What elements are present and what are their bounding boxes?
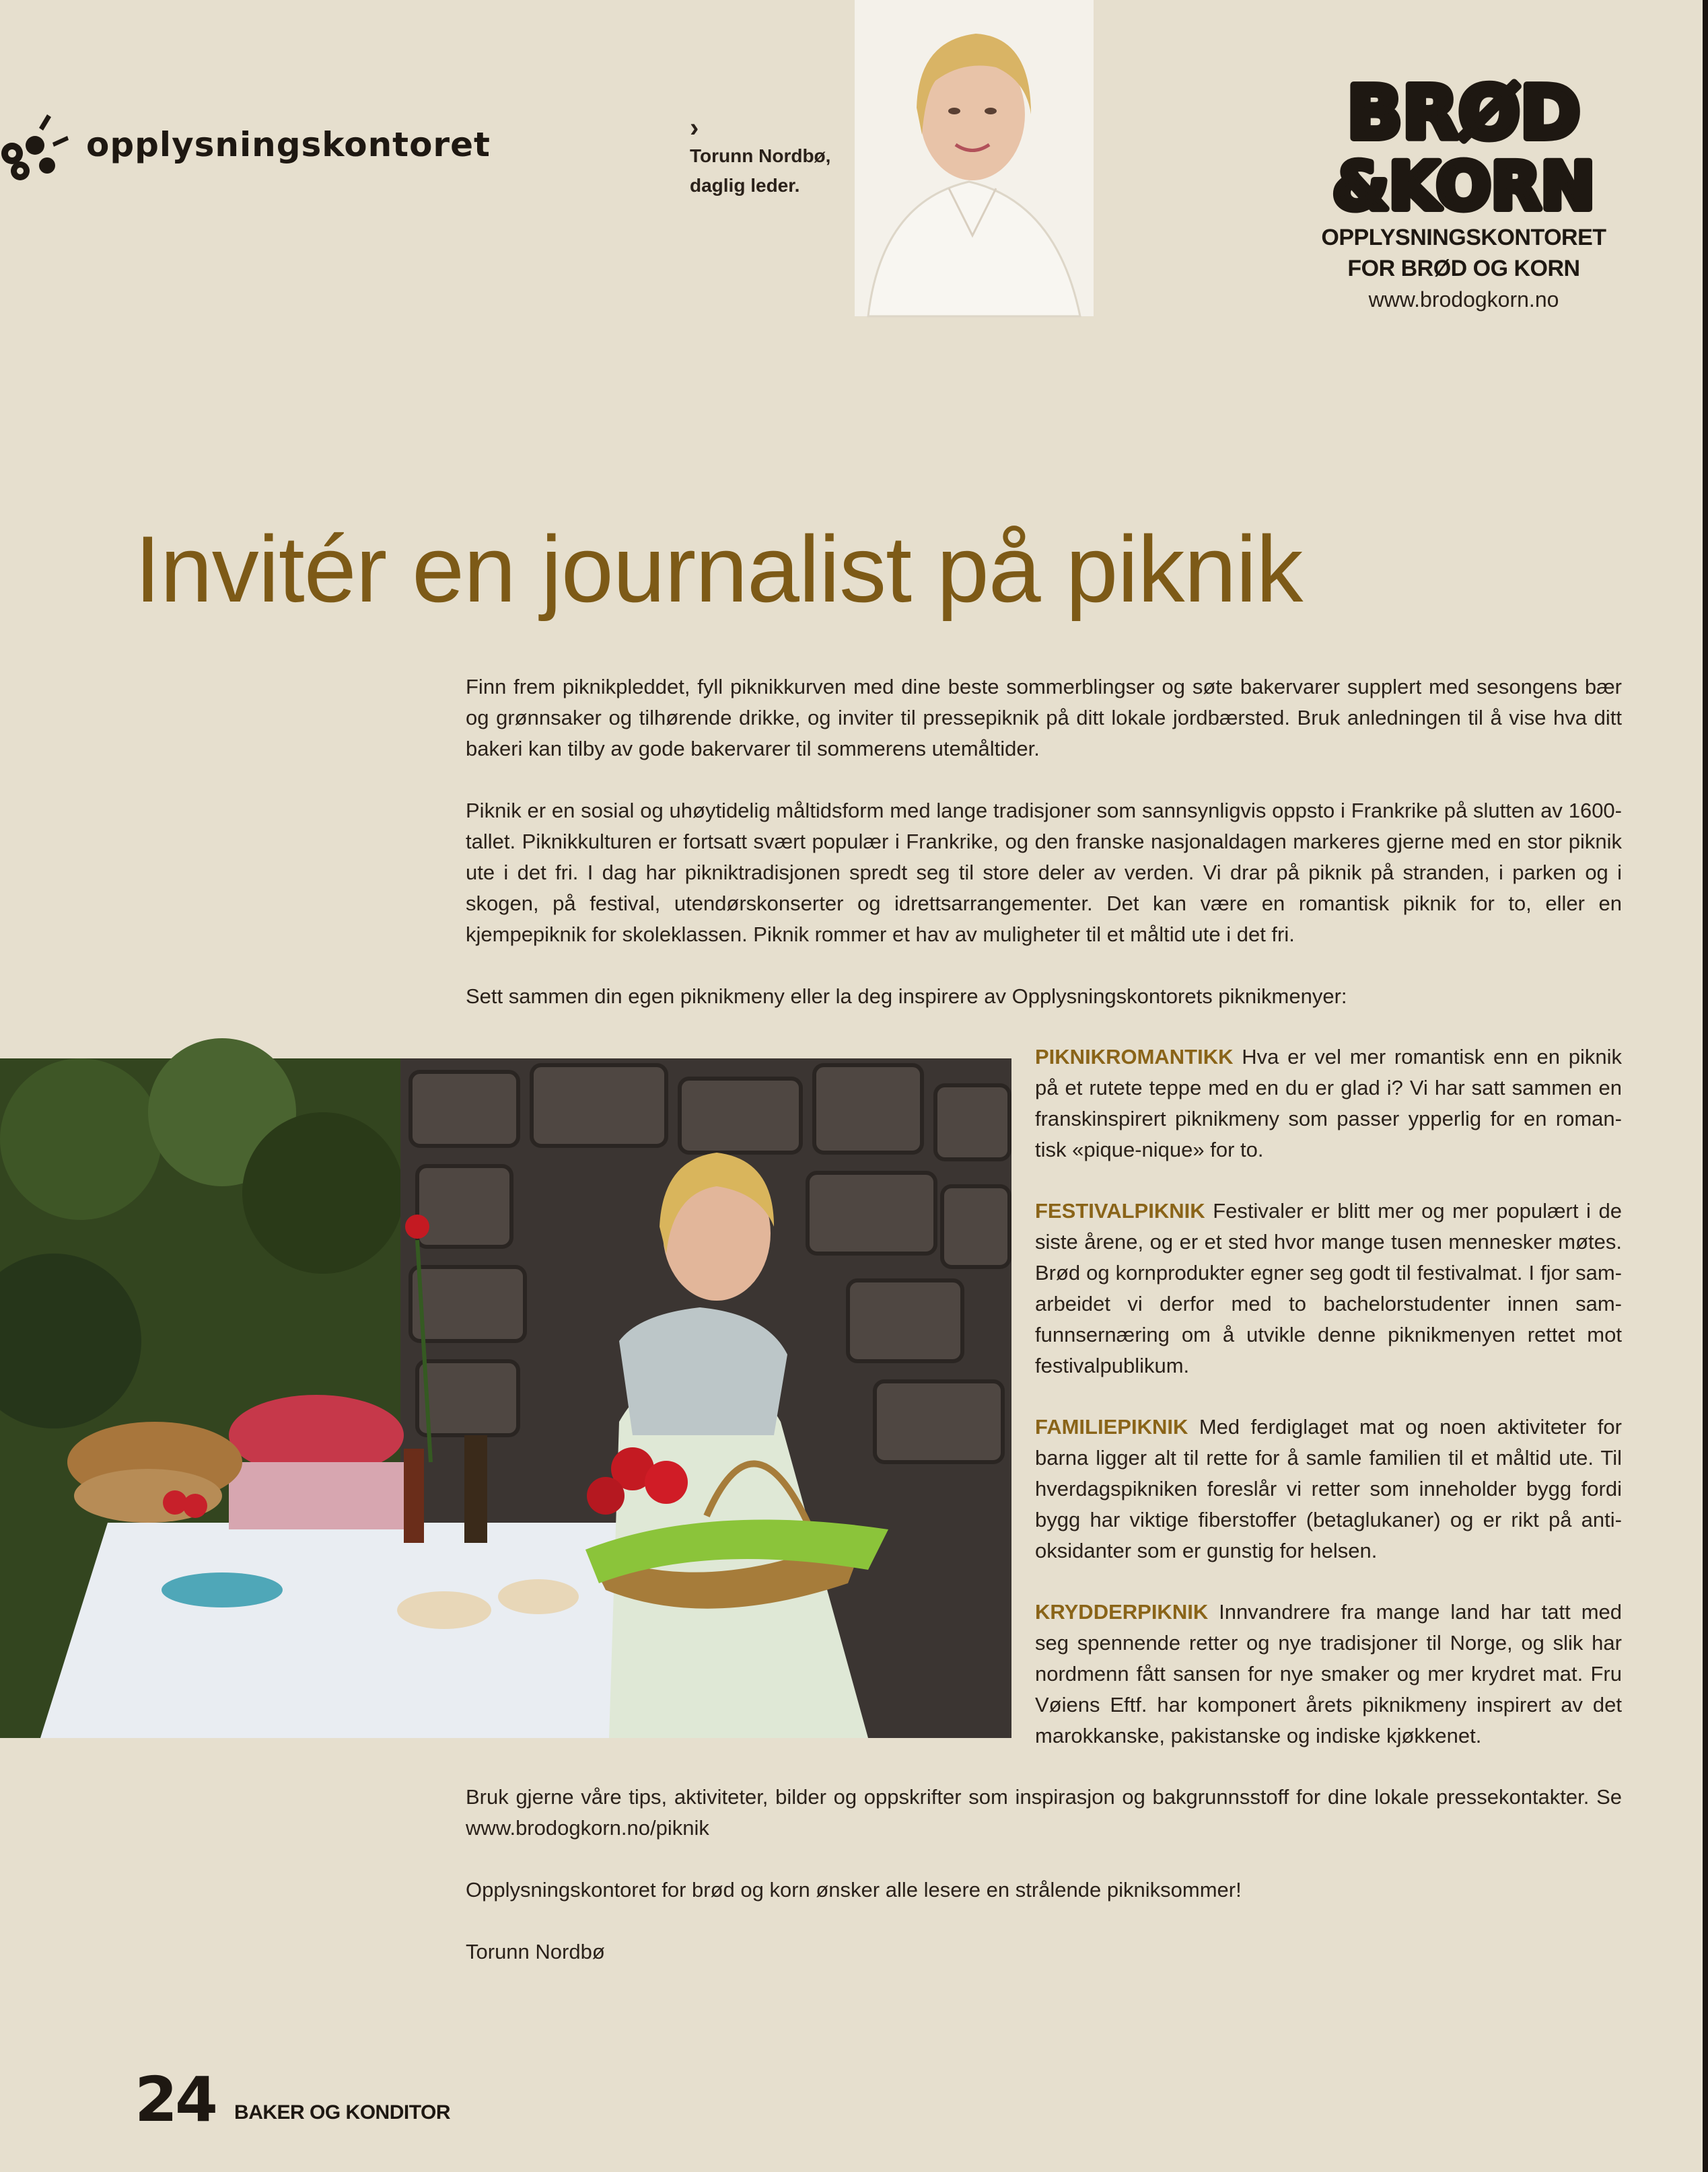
brand-line-2: &KORN bbox=[1332, 149, 1595, 224]
left-logo-text: opplysningskontoret bbox=[86, 125, 491, 164]
menu-title: KRYDDERPIKNIK bbox=[1035, 1600, 1209, 1624]
brod-og-korn-logo bbox=[1319, 71, 1608, 315]
portrait-photo bbox=[855, 0, 1094, 316]
caption-role: daglig leder. bbox=[690, 175, 800, 196]
page-title: Invitér en journalist på piknik bbox=[135, 516, 1303, 622]
menu-title: FAMILIEPIKNIK bbox=[1035, 1415, 1188, 1439]
intro-paragraph: Finn frem piknikpleddet, fyll piknikkurven med dine beste sommerblingser og søte bakervarer supplert med sesongens bær og grønnsaker og tilhørende drikke, og inviter til pressepiknik på ditt lokale jordbærsted. Bruk anledningen til å vise hva ditt bakeri kan tilby av gode bakervarer til sommerens utemåltider. bbox=[466, 675, 1622, 760]
signature: Torunn Nordbø bbox=[466, 1940, 605, 1963]
menu-title: FESTIVALPIKNIK bbox=[1035, 1199, 1205, 1223]
caption-name: Torunn Nordbø, bbox=[690, 145, 831, 166]
portrait-caption bbox=[690, 114, 830, 201]
page-footer bbox=[135, 2064, 450, 2136]
page-number: 24 bbox=[135, 2064, 216, 2136]
menu-festivalpiknik bbox=[1035, 1196, 1622, 1381]
menu-text: Innvandrere fra mange land har tatt med seg spennende retter og nye tradisjoner til Norge, og slik har nordmenn fått sansen for nye smaker og mer krydret mat. Fru Vøiens Eftf. har komponert årets piknikmeny inspirert av det marokkanske, pakistanske og indiske kjøkkenet. bbox=[1035, 1600, 1622, 1747]
wheat-logo-icon bbox=[0, 101, 74, 188]
menu-piknikromantikk bbox=[1035, 1042, 1622, 1165]
brand-url: www.brodogkorn.no bbox=[1368, 287, 1559, 312]
brand-org-line1: OPPLYSNINGSKONTORET bbox=[1321, 225, 1606, 250]
menu-familiepiknik bbox=[1035, 1412, 1622, 1566]
menu-text: Festivaler er blitt mer og mer populært i de siste årene, og er et sted hvor mange tusen mennesker møtes. Brød og kornprodukter egner seg godt til festivalmat. I fjor samarbeidet vi derfor med to bachelorstudenter innen samfunnsernæring om å utvikle denne piknikmenyen rettet mot festivalpublikum. bbox=[1035, 1199, 1622, 1377]
brand-wordmark bbox=[1332, 71, 1595, 224]
tips-paragraph: Bruk gjerne våre tips, aktiviteter, bilder og oppskrifter som inspirasjon og bakgrunnsstoff for dine lokale pressekontakter. Se www.brodogkorn.no/piknik bbox=[466, 1785, 1622, 1840]
brand-org-line2: FOR BRØD OG KORN bbox=[1347, 256, 1580, 281]
menu-title: PIKNIKROMANTIKK bbox=[1035, 1045, 1234, 1069]
menu-krydderpiknik bbox=[1035, 1597, 1622, 1751]
brand-line-1: BRØD bbox=[1347, 71, 1581, 155]
greeting-paragraph: Opplysningskontoret for brød og korn ønsker alle lesere en strålende pikniksommer! bbox=[466, 1878, 1242, 1902]
menu-text: Hva er vel mer romantisk enn en piknik på et rutete teppe med en du er glad i? Vi har satt sammen en franskinspirert piknikmeny som passer ypperlig for en romantisk «pique-nique» for to. bbox=[1035, 1045, 1622, 1161]
opplysningskontoret-logo bbox=[0, 101, 491, 188]
history-paragraph: Piknik er en sosial og uhøytidelig måltidsform med lange tradisjoner som sannsynligvis oppsto i Frankrike på slutten av 1600-tallet. Piknikkulturen er fortsatt svært populær i Frankrike, og den franske nasjonaldagen markeres gjerne med en stor piknik ute i det fri. I dag har pikniktradisjonen spredt seg til store deler av verden. Vi drar på piknik på stranden, i parken og i skogen, på festival, utendørskonserter og idrettsarrangementer. Det kan være en romantisk piknik for to, eller en kjempepiknik for skoleklassen. Piknik rommer et hav av muligheter til et måltid ute i det fri. bbox=[466, 799, 1622, 946]
picnic-photo bbox=[0, 1058, 1011, 1738]
menu-text: Med ferdiglaget mat og noen aktiviteter for barna ligger alt til rette for å samle familien til et måltid ute. Til hverdagspikniken foreslår vi retter som inneholder bygg fordi bygg har viktige fiberstoffer (betaglukaner) og er rikt på antioksidanter som er gunstig for helsen. bbox=[1035, 1415, 1622, 1562]
menu-intro-paragraph: Sett sammen din egen piknikmeny eller la deg inspirere av Opplysningskontorets piknikmenyer: bbox=[466, 984, 1347, 1008]
magazine-name: BAKER OG KONDITOR bbox=[234, 2101, 450, 2124]
chevron-right-icon: › bbox=[690, 113, 699, 143]
page-edge-shadow bbox=[1703, 0, 1708, 2172]
